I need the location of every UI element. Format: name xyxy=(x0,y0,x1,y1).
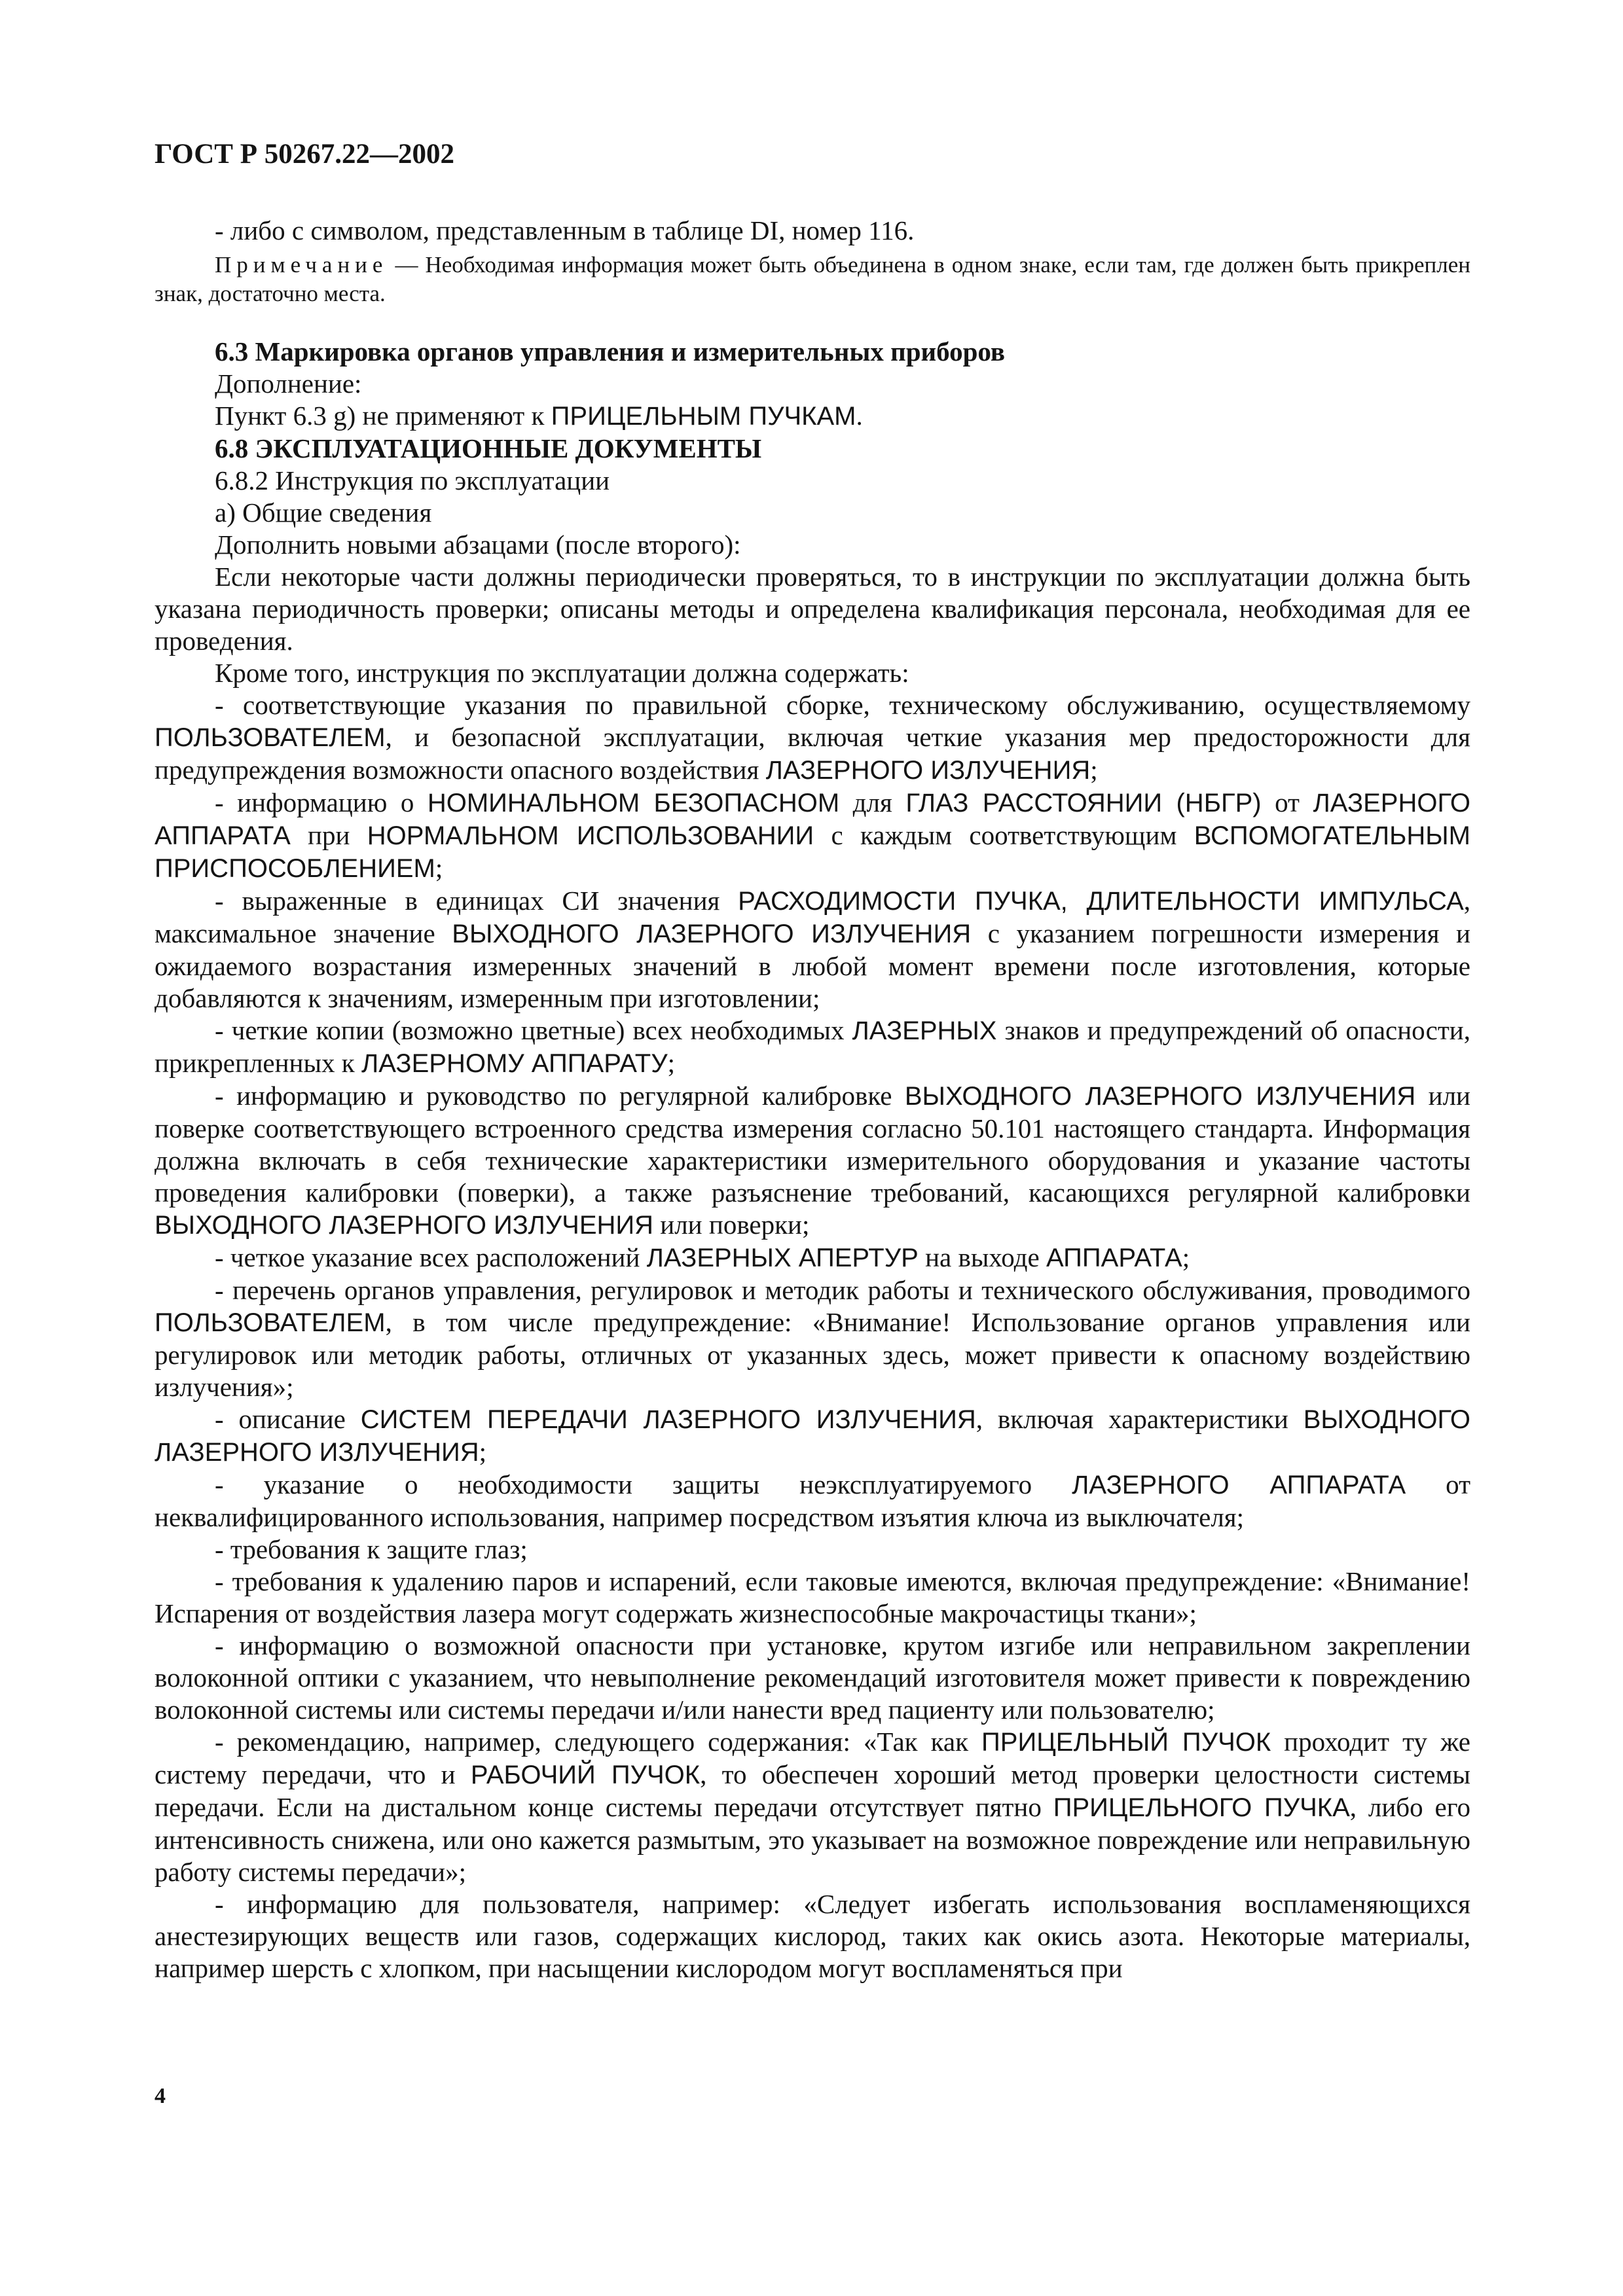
text-run: проходит ту же систему передачи, что и xyxy=(155,1727,1470,1789)
text-run: - четкое указание всех расположений xyxy=(215,1242,647,1272)
text-run: от xyxy=(1261,787,1313,817)
moreover-paragraph: Кроме того, инструкция по эксплуатации должна содержать: xyxy=(215,658,909,688)
text-run: с каждым соответствующим xyxy=(814,820,1194,850)
list-item: - информацию для пользователя, например: «Следует избегать использования воспламеняющихся анестезирующих веществ или газов, содержащих кислород, таких как окись азота. Некоторые материалы, например шерсть с хлопком, при насыщении кислородом могут воспламеняться при xyxy=(155,1889,1470,1983)
term-run: ПРИЦЕЛЬНОГО ПУЧКА xyxy=(1053,1793,1350,1822)
list-item xyxy=(155,1014,1470,1080)
list-item xyxy=(155,787,1470,885)
text-run: - четкие копии (возможно цветные) всех необходимых xyxy=(215,1015,852,1045)
text-run: ; xyxy=(667,1048,676,1078)
text-run: ; xyxy=(435,853,443,883)
term-run: РАБОЧИЙ ПУЧОК xyxy=(470,1761,701,1789)
page-number: 4 xyxy=(155,2084,166,2108)
text-run: - перечень органов управления, регулировок и методик работы и технического обслуживания, проводимого xyxy=(215,1275,1470,1305)
document-header: ГОСТ Р 50267.22—2002 xyxy=(155,139,455,170)
text-run: , и безопасной эксплуатации, включая четкие указания мер предосторожности для предупреждения возможности опасного воздействия xyxy=(155,722,1470,785)
list-item: - требования к защите глаз; xyxy=(215,1534,528,1564)
item-a-general: а) Общие сведения xyxy=(215,497,432,528)
term-run: ПОЛЬЗОВАТЕЛЕМ xyxy=(155,723,386,752)
term-run: ВЫХОДНОГО ЛАЗЕРНОГО ИЗЛУЧЕНИЯ xyxy=(904,1082,1416,1111)
text-run: , в том числе предупреждение: «Внимание! Использование органов управления или регулировок или методик работы, отличных от указанных здесь, может привести к опасному воздействию излучения»; xyxy=(155,1307,1470,1402)
list-item xyxy=(155,1403,1470,1469)
term-run: ЛАЗЕРНЫХ xyxy=(852,1016,997,1045)
text-run: от неквалифицированного использования, например посредством изъятия ключа из выключателя; xyxy=(155,1469,1470,1532)
list-item xyxy=(155,1242,1470,1274)
term-run: ЛАЗЕРНОГО АППАРАТА xyxy=(155,789,1470,850)
term-run: ЛАЗЕРНОГО ИЗЛУЧЕНИЯ xyxy=(765,756,1091,785)
section-6-3-heading: 6.3 Маркировка органов управления и измерительных приборов xyxy=(215,336,1006,367)
text-run: Пункт 6.3 g) не применяют к xyxy=(215,401,551,431)
list-item xyxy=(155,689,1470,787)
note-paragraph xyxy=(155,251,1470,308)
list-item xyxy=(155,1726,1470,1888)
text-run: - информацию и руководство по регулярной калибровке xyxy=(215,1081,905,1111)
term-run: ГЛАЗ РАССТОЯНИИ (НБГР) xyxy=(905,789,1262,817)
text-run: , либо его интенсивность снижена, или оно кажется размытым, это указывает на возможное повреждение или неправильную работу системы передачи»; xyxy=(155,1792,1471,1887)
periodic-check-paragraph: Если некоторые части должны периодически проверяться, то в инструкции по эксплуатации должна быть указана периодичность проверки; описаны методы и определена квалификация персонала, необходимая для ее проведения. xyxy=(155,562,1470,656)
text-run: на выходе xyxy=(918,1242,1046,1272)
text-run: знаков и предупреждений об опасности, прикрепленных к xyxy=(155,1015,1470,1078)
list-item xyxy=(155,885,1470,1014)
text-run: , включая характеристики xyxy=(976,1404,1304,1434)
term-run: НОРМАЛЬНОМ ИСПОЛЬЗОВАНИИ xyxy=(367,821,814,850)
text-run: с указанием погрешности измерения и ожидаемого возрастания измеренных значений в любой момент времени после изготовления, которые добавляются к значениям, измеренным при изготовлении; xyxy=(155,918,1471,1013)
text-run: - выраженные в единицах СИ значения xyxy=(215,886,739,916)
text-run: ; xyxy=(479,1437,487,1467)
section-6-8-2-subheading: 6.8.2 Инструкция по эксплуатации xyxy=(215,465,610,495)
term-run: РАСХОДИМОСТИ ПУЧКА, ДЛИТЕЛЬНОСТИ ИМПУЛЬСА xyxy=(738,887,1464,916)
term-run: ВЫХОДНОГО ЛАЗЕРНОГО ИЗЛУЧЕНИЯ xyxy=(452,920,972,948)
section-6-8-heading: 6.8 ЭКСПЛУАТАЦИОННЫЕ ДОКУМЕНТЫ xyxy=(215,433,762,463)
text-run: при xyxy=(290,820,367,850)
term-run: ПОЛЬЗОВАТЕЛЕМ xyxy=(155,1308,386,1337)
text-run: - описание xyxy=(215,1404,361,1434)
term-run: НОМИНАЛЬНОМ БЕЗОПАСНОМ xyxy=(427,789,840,817)
text-run: - рекомендацию, например, следующего содержания: «Так как xyxy=(215,1727,982,1757)
list-item: - требования к удалению паров и испарений, если таковые имеются, включая предупреждение: «Внимание! Испарения от воздействия лазера могут содержать жизнеспособные макрочастицы ткани»; xyxy=(155,1566,1470,1628)
list-item xyxy=(155,1469,1470,1534)
section-6-3-addition: Дополнение: xyxy=(215,368,362,399)
term-run: ЛАЗЕРНОГО АППАРАТА xyxy=(1072,1471,1406,1499)
term-run: ПРИЦЕЛЬНЫЙ ПУЧОК xyxy=(981,1728,1271,1757)
list-item: - информацию о возможной опасности при установке, крутом изгибе или неправильном закреплении волоконной оптики с указанием, что невыполнение рекомендаций изготовителя может привести к повреждению волоконной системы или системы передачи и/или нанести вред пациенту или пользователю; xyxy=(155,1630,1470,1725)
text-run: ; xyxy=(1182,1242,1190,1272)
term-run: ВЫХОДНОГО ЛАЗЕРНОГО ИЗЛУЧЕНИЯ xyxy=(155,1405,1470,1467)
document-page xyxy=(155,137,1470,1984)
section-6-3-text xyxy=(155,400,1470,433)
term-run: ПРИЦЕЛЬНЫМ ПУЧКАМ xyxy=(551,402,856,431)
note-text: — Необходимая информация может быть объединена в одном знаке, если там, где должен быть прикреплен знак, достаточно места. xyxy=(155,252,1470,306)
intro-list-item: - либо с символом, представленным в таблице DI, номер 116. xyxy=(215,215,915,245)
term-run: ЛАЗЕРНЫХ АПЕРТУР xyxy=(646,1244,919,1272)
text-run: или поверки; xyxy=(653,1210,810,1240)
text-run: - информацию о xyxy=(215,787,428,817)
text-run: или поверке соответствующего встроенного средства измерения согласно 50.101 настоящего стандарта. Информация должна включать в себя технические характеристики измерительного оборудования и указание частоты проведения калибровки (поверки), а также разъяснение требований, касающихся регулярной калибровки xyxy=(155,1081,1470,1208)
term-run: ВЫХОДНОГО ЛАЗЕРНОГО ИЗЛУЧЕНИЯ xyxy=(155,1211,654,1240)
text-run: - указание о необходимости защиты неэксплуатируемого xyxy=(215,1469,1072,1499)
term-run: ВСПОМОГАТЕЛЬНЫМ ПРИСПОСОБЛЕНИЕМ xyxy=(155,821,1470,883)
text-run: ; xyxy=(1090,755,1098,785)
text-run: для xyxy=(839,787,906,817)
text-run: . xyxy=(856,401,863,431)
term-run: АППАРАТА xyxy=(1046,1244,1182,1272)
text-run: , максимальное значение xyxy=(155,886,1470,948)
text-run: - соответствующие указания по правильной сборке, техническому обслуживанию, осуществляемому xyxy=(215,690,1470,720)
list-item xyxy=(155,1080,1470,1242)
term-run: СИСТЕМ ПЕРЕДАЧИ ЛАЗЕРНОГО ИЗЛУЧЕНИЯ xyxy=(360,1405,976,1434)
add-paragraphs-line: Дополнить новыми абзацами (после второго): xyxy=(215,529,741,560)
term-run: ЛАЗЕРНОМУ АППАРАТУ xyxy=(361,1049,668,1078)
note-label: Примечание xyxy=(215,252,388,278)
text-run: , то обеспечен хороший метод проверки целостности системы передачи. Если на дистальном конце системы передачи отсутствует пятно xyxy=(155,1759,1470,1822)
list-item xyxy=(155,1274,1470,1403)
